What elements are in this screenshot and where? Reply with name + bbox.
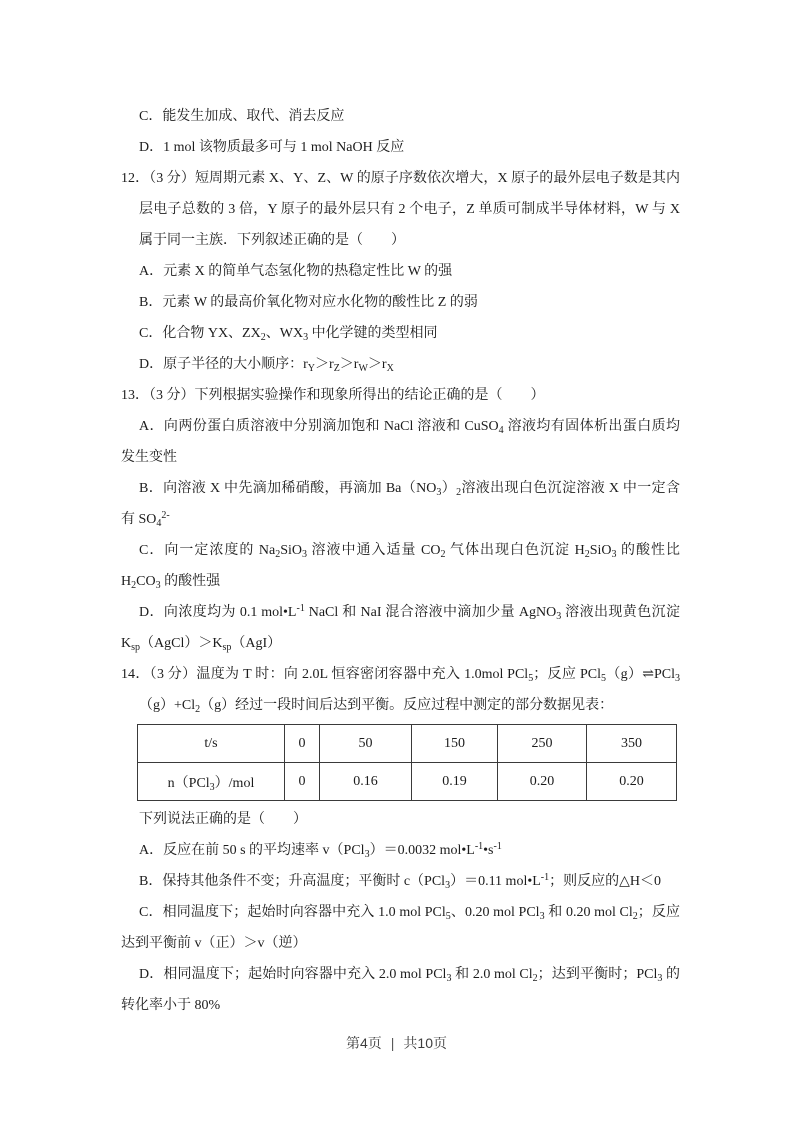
text-segment: B．元素 W 的最高价氧化物对应水化物的酸性比 Z 的弱 xyxy=(139,295,478,310)
text-segment: A．向两份蛋白质溶液中分别滴加饱和 NaCl 溶液和 CuSO xyxy=(139,419,499,434)
text-segment: 0.16 xyxy=(353,773,378,789)
text-segment: ＞r xyxy=(367,357,387,372)
table-cell xyxy=(587,763,677,801)
sup-text: 2- xyxy=(161,510,170,521)
text-line xyxy=(0,194,793,225)
text-segment: 、WX xyxy=(265,326,304,341)
text-line xyxy=(0,959,793,990)
text-segment: 溶液中通入适量 CO xyxy=(307,543,441,558)
document-body xyxy=(0,101,793,1021)
text-line xyxy=(0,535,793,566)
table-cell xyxy=(138,725,285,763)
text-segment: ；反应 xyxy=(637,905,681,920)
sub-text: sp xyxy=(131,642,141,653)
text-segment: B．向溶液 X 中先滴加稀硝酸，再滴加 Ba（NO xyxy=(139,481,437,496)
text-segment: D．原子半径的大小顺序：r xyxy=(139,357,308,372)
text-segment: n（PCl xyxy=(167,775,210,791)
text-segment: 和 0.20 mol Cl xyxy=(544,905,633,920)
text-line xyxy=(0,442,793,473)
text-segment: C．化合物 YX、ZX xyxy=(139,326,261,341)
text-segment: 13．（3 分）下列根据实验操作和现象所得出的结论正确的是（ ） xyxy=(121,388,545,403)
text-segment: ；则反应的△H＜0 xyxy=(549,874,662,889)
text-segment: 、0.20 mol PCl xyxy=(450,905,540,920)
table-cell xyxy=(412,725,498,763)
text-segment: 有 SO xyxy=(121,512,157,527)
text-segment: 的酸性强 xyxy=(160,574,221,589)
sub-text: 3 xyxy=(675,673,681,684)
text-segment: SiO xyxy=(280,543,303,558)
sub-text: 3 xyxy=(303,332,309,343)
text-line xyxy=(0,866,793,897)
sub-text: 2 xyxy=(456,487,462,498)
sub-text: 2 xyxy=(195,704,201,715)
text-line xyxy=(0,835,793,866)
sub-text: 3 xyxy=(155,580,161,591)
sub-text: 2 xyxy=(440,549,446,560)
text-line xyxy=(0,132,793,163)
text-segment: A．元素 X 的简单气态氢化物的热稳定性比 W 的强 xyxy=(139,264,453,279)
sub-text: 2 xyxy=(584,549,590,560)
sub-text: X xyxy=(386,363,394,374)
page-footer xyxy=(0,1033,793,1053)
table-row xyxy=(138,725,677,763)
text-segment: 0.19 xyxy=(442,773,467,789)
text-segment: 达到平衡前 v（正）＞v（逆） xyxy=(121,936,307,951)
sub-text: 3 xyxy=(657,973,663,984)
sub-text: W xyxy=(358,363,368,374)
sub-text: 2 xyxy=(532,973,538,984)
text-line xyxy=(0,990,793,1021)
sub-text: 3 xyxy=(611,549,617,560)
text-line xyxy=(0,380,793,411)
text-line xyxy=(0,287,793,318)
sub-text: 3 xyxy=(556,611,562,622)
table-cell xyxy=(498,763,587,801)
text-segment: ） xyxy=(441,481,457,496)
table-cell xyxy=(138,763,285,801)
text-segment: ；反应 PCl xyxy=(533,667,601,682)
text-segment: C．相同温度下；起始时向容器中充入 1.0 mol PCl xyxy=(139,905,446,920)
sub-text: 3 xyxy=(436,487,442,498)
sub-text: 3 xyxy=(209,781,215,793)
text-segment: 0.20 xyxy=(529,773,555,789)
text-line xyxy=(0,349,793,380)
table-cell xyxy=(587,725,677,763)
text-line xyxy=(0,628,793,659)
text-segment: 14．（3 分）温度为 T 时：向 2.0L 恒容密闭容器中充入 1.0mol PCl xyxy=(121,667,529,682)
text-segment: 层电子总数的 3 倍，Y 原子的最外层只有 2 个电子，Z 单质可制成半导体材料，W 与 X xyxy=(139,202,680,217)
footer-separator: | xyxy=(390,1035,395,1051)
table-cell xyxy=(498,725,587,763)
text-line xyxy=(0,597,793,628)
text-segment: 转化率小于 80% xyxy=(121,998,221,1013)
table-row xyxy=(138,763,677,801)
text-line xyxy=(0,318,793,349)
sub-text: 2 xyxy=(275,549,281,560)
text-line xyxy=(0,504,793,535)
sub-text: 3 xyxy=(302,549,308,560)
text-segment: D．1 mol 该物质最多可与 1 mol NaOH 反应 xyxy=(139,140,405,155)
text-line xyxy=(0,473,793,504)
text-segment: D．相同温度下；起始时向容器中充入 2.0 mol PCl xyxy=(139,967,447,982)
sub-text: 5 xyxy=(601,673,606,684)
table-cell xyxy=(320,725,412,763)
sub-text: 4 xyxy=(498,425,504,436)
text-segment: ＞r xyxy=(339,357,359,372)
text-line xyxy=(0,101,793,132)
text-line xyxy=(0,163,793,194)
text-segment: 的 xyxy=(662,967,681,982)
sub-text: 3 xyxy=(539,911,545,922)
text-segment: 0 xyxy=(298,735,306,751)
text-segment: 350 xyxy=(621,735,642,751)
text-segment: ；达到平衡时；PCl xyxy=(537,967,658,982)
sub-text: Z xyxy=(333,363,340,374)
sub-text: sp xyxy=(222,642,232,653)
text-segment: （AgCl）＞K xyxy=(140,636,223,651)
text-segment: 12．（3 分）短周期元素 X、Y、Z、W 的原子序数依次增大，X 原子的最外层电子数是其内 xyxy=(121,171,680,186)
table-cell xyxy=(412,763,498,801)
text-segment: t/s xyxy=(204,735,218,751)
text-segment: 气体出现白色沉淀 H xyxy=(445,543,585,558)
text-line xyxy=(0,411,793,442)
sup-text: -1 xyxy=(493,841,502,852)
text-line xyxy=(0,690,793,721)
sub-text: 2 xyxy=(632,911,638,922)
text-line xyxy=(0,897,793,928)
text-line xyxy=(0,928,793,959)
table-cell xyxy=(285,725,320,763)
text-segment: 的酸性比 xyxy=(616,543,681,558)
text-segment: 250 xyxy=(531,735,553,751)
text-segment: 0 xyxy=(298,773,306,789)
text-segment: （g）⇌PCl xyxy=(606,667,676,682)
sub-text: 2 xyxy=(131,580,137,591)
text-segment: （g）经过一段时间后达到平衡。反应过程中测定的部分数据见表： xyxy=(200,698,614,713)
text-segment: 下列说法正确的是（ ） xyxy=(139,812,307,827)
text-segment: SiO xyxy=(589,543,612,558)
text-segment: ）＝0.11 mol•L xyxy=(450,874,541,889)
text-segment: 溶液出现黄色沉淀 xyxy=(561,605,680,620)
text-segment: A．反应在前 50 s 的平均速率 v（PCl xyxy=(139,843,365,858)
footer-page-number: 第4页 xyxy=(345,1035,382,1051)
text-segment: CO xyxy=(136,574,156,589)
text-line xyxy=(0,659,793,690)
text-segment: ＞r xyxy=(315,357,334,372)
sub-text: 4 xyxy=(156,518,162,529)
sup-text: -1 xyxy=(540,872,550,883)
text-segment: 中化学键的类型相同 xyxy=(308,326,438,341)
table-cell xyxy=(320,763,412,801)
text-segment: ）＝0.0032 mol•L xyxy=(369,843,475,858)
sub-text: 5 xyxy=(528,673,534,684)
sub-text: 3 xyxy=(364,849,370,860)
text-segment: C．能发生加成、取代、消去反应 xyxy=(139,109,345,124)
text-line xyxy=(0,225,793,256)
text-segment: H xyxy=(121,574,132,589)
text-segment: C．向一定浓度的 Na xyxy=(139,543,276,558)
text-segment: 发生变性 xyxy=(121,450,177,465)
text-segment: NaCl 和 NaI 混合溶液中滴加少量 AgNO xyxy=(304,605,557,620)
sub-text: 2 xyxy=(260,332,266,343)
text-segment: ）/mol xyxy=(214,775,255,791)
text-segment: 150 xyxy=(444,735,465,751)
text-line xyxy=(0,566,793,597)
text-segment: K xyxy=(121,636,132,651)
sup-text: -1 xyxy=(474,841,484,852)
text-segment: （AgI） xyxy=(231,636,282,651)
sup-text: -1 xyxy=(296,603,305,614)
text-segment: 溶液均有固体析出蛋白质均 xyxy=(503,419,681,434)
sub-text: 3 xyxy=(445,880,451,891)
text-segment: •s xyxy=(483,843,494,858)
text-segment: 0.20 xyxy=(619,773,644,789)
text-segment: 50 xyxy=(358,735,373,751)
text-line xyxy=(0,256,793,287)
sub-text: Y xyxy=(307,363,316,374)
sub-text: 5 xyxy=(445,911,451,922)
text-segment: 溶液出现白色沉淀溶液 X 中一定含 xyxy=(461,481,680,496)
footer-total-pages: 共10页 xyxy=(403,1035,447,1051)
text-segment: 和 2.0 mol Cl xyxy=(451,967,533,982)
sub-text: 3 xyxy=(446,973,452,984)
data-table xyxy=(137,724,677,801)
text-segment: D．向浓度均为 0.1 mol•L xyxy=(139,605,297,620)
text-line xyxy=(0,804,793,835)
text-segment: （g）+Cl xyxy=(139,698,196,713)
text-segment: B．保持其他条件不变；升高温度；平衡时 c（PCl xyxy=(139,874,446,889)
text-segment: 属于同一主族．下列叙述正确的是（ ） xyxy=(139,233,405,248)
table-cell xyxy=(285,763,320,801)
